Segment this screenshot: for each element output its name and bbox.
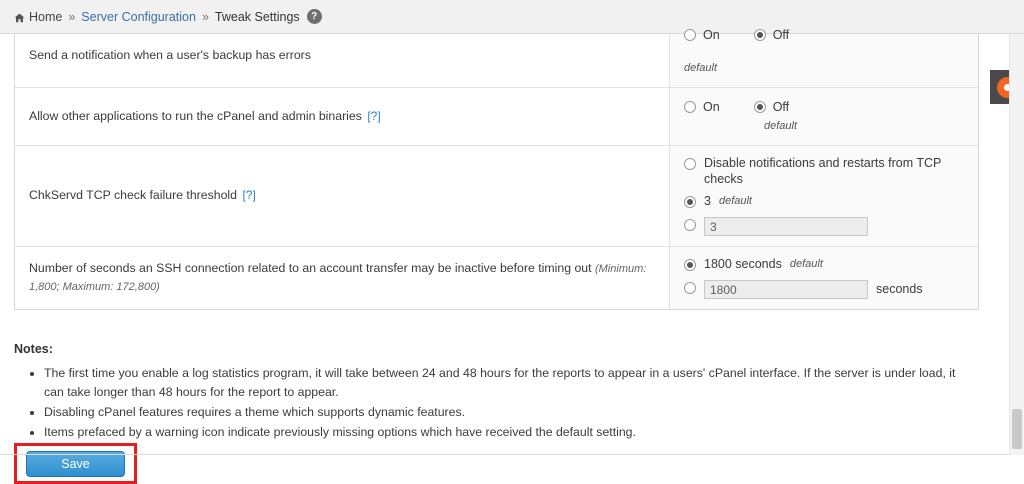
notes-title: Notes: bbox=[14, 342, 53, 357]
setting-control-cell bbox=[670, 28, 979, 87]
list-item: • Disabling cPanel features requires a theme which supports dynamic features. bbox=[44, 403, 974, 421]
ssh-timeout-input[interactable] bbox=[704, 280, 868, 299]
list-item: • The first time you enable a log statistics program, it will take between 24 and 48 hours for the reports to appear in a users' cPanel interface. If the server is under load, it can take longer than 48 hours for the report to appear. bbox=[44, 364, 974, 401]
default-note: default bbox=[789, 258, 823, 271]
radio-label-on: On bbox=[703, 28, 720, 42]
radio-button-disable-notifications[interactable] bbox=[684, 158, 696, 170]
setting-control-cell bbox=[670, 146, 979, 247]
radio-button-ssh-timeout-custom[interactable] bbox=[684, 282, 696, 294]
table-row bbox=[15, 34, 979, 87]
breadcrumb-home-label[interactable]: Home bbox=[29, 9, 63, 24]
list-item: • Items prefaced by a warning icon indicate previously missing options which have received the default setting. bbox=[44, 423, 974, 441]
save-highlight-box bbox=[14, 443, 137, 484]
radio-button-ssh-timeout-default[interactable] bbox=[684, 259, 696, 271]
setting-label: Number of seconds an SSH connection related to an account transfer may be inactive before timing out bbox=[29, 261, 592, 276]
setting-label-hint: (Minimum: 1,800; Maximum: 172,800) bbox=[29, 263, 647, 294]
radio-label-ssh-timeout-default: 1800 seconds bbox=[704, 257, 782, 272]
help-icon[interactable]: ? bbox=[307, 9, 322, 24]
default-note: default bbox=[718, 195, 752, 208]
radio-button-threshold-custom[interactable] bbox=[684, 219, 696, 231]
settings-content bbox=[0, 28, 1010, 471]
scrollbar-thumb[interactable] bbox=[1012, 409, 1022, 449]
notes-list bbox=[14, 364, 974, 442]
bottom-divider bbox=[0, 454, 1010, 455]
breadcrumb-server-configuration[interactable]: Server Configuration bbox=[81, 9, 196, 24]
setting-control-cell bbox=[670, 87, 979, 145]
radio-label-threshold-default: 3 bbox=[704, 194, 711, 209]
radio-label-off: Off bbox=[772, 28, 790, 42]
setting-label: Allow other applications to run the cPanel and admin binaries bbox=[29, 108, 362, 123]
table-row bbox=[15, 146, 979, 247]
setting-label-cell bbox=[15, 87, 670, 145]
save-button[interactable]: Save bbox=[26, 451, 125, 477]
radio-button-off[interactable] bbox=[754, 29, 766, 41]
setting-label: Send a notification when a user's backup has errors bbox=[29, 47, 311, 62]
threshold-input[interactable] bbox=[704, 217, 868, 236]
home-icon bbox=[14, 12, 25, 22]
setting-label-cell bbox=[15, 34, 670, 87]
breadcrumb-separator-2: » bbox=[201, 9, 209, 24]
radio-option-disable-notifications[interactable] bbox=[684, 156, 964, 187]
default-note: default bbox=[684, 62, 718, 74]
setting-label-cell bbox=[15, 247, 670, 310]
radio-label-off: Off bbox=[772, 99, 790, 114]
breadcrumb-current: Tweak Settings bbox=[214, 9, 300, 24]
setting-control-cell bbox=[670, 247, 979, 310]
radio-option-ssh-timeout-custom[interactable] bbox=[684, 280, 964, 299]
breadcrumb bbox=[0, 0, 1024, 34]
radio-option-threshold-custom[interactable] bbox=[684, 217, 964, 236]
setting-help-link[interactable]: [?] bbox=[242, 188, 256, 203]
radio-label-disable-notifications: Disable notifications and restarts from TCP checks bbox=[704, 156, 942, 186]
radio-option-threshold-default[interactable] bbox=[684, 194, 964, 210]
setting-help-link[interactable]: [?] bbox=[367, 108, 381, 123]
radio-option-on[interactable] bbox=[684, 98, 720, 116]
breadcrumb-home[interactable] bbox=[14, 10, 62, 24]
vertical-scrollbar[interactable] bbox=[1009, 34, 1024, 455]
radio-button-off[interactable] bbox=[754, 101, 766, 113]
radio-button-threshold-default[interactable] bbox=[684, 196, 696, 208]
radio-button-on[interactable] bbox=[684, 29, 696, 41]
notes-section bbox=[14, 342, 974, 442]
table-row bbox=[15, 247, 979, 310]
radio-option-off[interactable] bbox=[754, 26, 789, 44]
table-row bbox=[15, 87, 979, 145]
setting-label-cell bbox=[15, 146, 670, 247]
tweak-settings-table bbox=[14, 28, 979, 310]
default-note: default bbox=[764, 120, 798, 133]
setting-label: ChkServd TCP check failure threshold bbox=[29, 188, 238, 203]
radio-option-ssh-timeout-default[interactable] bbox=[684, 257, 964, 273]
radio-button-on[interactable] bbox=[684, 101, 696, 113]
breadcrumb-separator-1: » bbox=[68, 9, 76, 24]
radio-label-on: On bbox=[703, 99, 720, 114]
ssh-timeout-unit: seconds bbox=[876, 282, 923, 297]
radio-option-on[interactable] bbox=[684, 26, 720, 44]
radio-option-off[interactable] bbox=[754, 98, 789, 116]
